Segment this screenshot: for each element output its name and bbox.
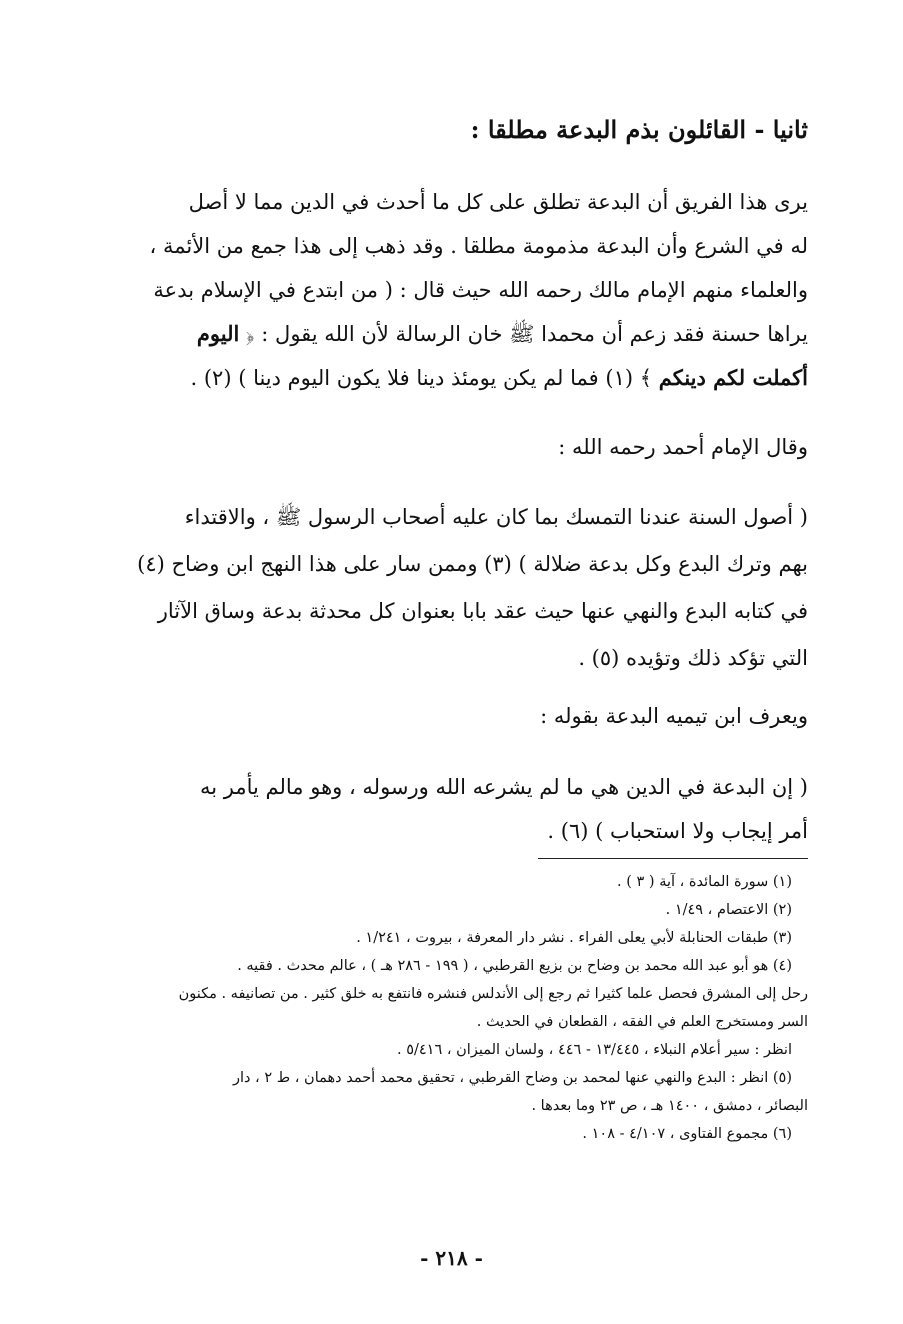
paragraph-line: بهم وترك البدع وكل بدعة ضلالة ) (٣) وممن سار على هذا النهج ابن وضاح (٤) <box>137 552 808 576</box>
footnote-6: (٦) مجموع الفتاوى ، ٤/١٠٧ - ١٠٨ . <box>582 1126 792 1142</box>
paragraph-line: ( أصول السنة عندنا التمسك بما كان عليه أصحاب الرسول ﷺ ، والاقتداء <box>184 505 808 529</box>
paragraph-line: التي تؤكد ذلك وتؤيده (٥) . <box>578 646 808 670</box>
footnote-4-continued: رحل إلى المشرق فحصل علما كثيرا ثم رجع إلى الأندلس فنشره فانتفع به خلق كثير . من تصانيفه . مكنون <box>178 986 808 1002</box>
footnotes <box>104 868 808 1148</box>
footnote-3: (٣) طبقات الحنابلة لأبي يعلى الفراء . نشر دار المعرفة ، بيروت ، ١/٢٤١ . <box>356 930 792 946</box>
paragraph-line: وقال الإمام أحمد رحمه الله : <box>558 435 808 459</box>
paragraph-imam-ahmad-intro <box>104 425 808 469</box>
paragraph-line-text: يراها حسنة فقد زعم أن محمدا ﷺ خان الرسالة لأن الله يقول : ﴿ <box>246 322 808 346</box>
paragraph-line <box>104 312 808 356</box>
paragraph-ibn-taymiyyah-quote <box>104 765 808 853</box>
section-heading: ثانيا - القائلون بذم البدعة مطلقا : <box>470 115 808 144</box>
paragraph-line: أمر إيجاب ولا استحباب ) (٦) . <box>547 819 808 843</box>
quran-quote-part-b: أكملت لكم دينكم <box>658 365 808 390</box>
paragraph-line: في كتابه البدع والنهي عنها حيث عقد بابا بعنوان كل محدثة بدعة وساق الآثار <box>157 599 808 623</box>
footnote-4: (٤) هو أبو عبد الله محمد بن وضاح بن بزيع القرطبي ، ( ١٩٩ - ٢٨٦ هـ ) ، عالم محدث . فقيه . <box>237 958 792 974</box>
paragraph-ibn-taymiyyah-intro <box>104 694 808 738</box>
paragraph-line <box>104 356 808 400</box>
quran-quote-part-a: اليوم <box>196 321 240 346</box>
footnote-5-continued: البصائر ، دمشق ، ١٤٠٠ هـ ، ص ٢٣ وما بعدها . <box>531 1098 808 1114</box>
footnote-separator <box>538 858 808 859</box>
paragraph-line: ويعرف ابن تيميه البدعة بقوله : <box>540 704 808 728</box>
paragraph-line: والعلماء منهم الإمام مالك رحمه الله حيث قال : ( من ابتدع في الإسلام بدعة <box>153 278 808 302</box>
footnote-2: (٢) الاعتصام ، ١/٤٩ . <box>665 902 792 918</box>
paragraph-line: ( إن البدعة في الدين هي ما لم يشرعه الله ورسوله ، وهو مالم يأمر به <box>199 775 808 799</box>
paragraph-line: له في الشرع وأن البدعة مذمومة مطلقا . وقد ذهب إلى هذا جمع من الأئمة ، <box>149 234 808 258</box>
page-number: - ٢١٨ - <box>420 1246 483 1270</box>
paragraph-imam-ahmad-quote <box>104 494 808 682</box>
footnote-4-reference: انظر : سير أعلام النبلاء ، ١٣/٤٤٥ - ٤٤٦ ، ولسان الميزان ، ٥/٤١٦ . <box>397 1042 792 1058</box>
footnote-1: (١) سورة المائدة ، آية ( ٣ ) . <box>617 874 792 890</box>
paragraph-line-text: ﴾ (١) فما لم يكن يومئذ دينا فلا يكون اليوم دينا ) (٢) . <box>190 366 653 390</box>
paragraph-definition <box>104 180 808 400</box>
footnote-4-continued: السر ومستخرج العلم في الفقه ، القطعان في الحديث . <box>476 1014 808 1030</box>
paragraph-line: يرى هذا الفريق أن البدعة تطلق على كل ما أحدث في الدين مما لا أصل <box>188 190 808 214</box>
footnote-5: (٥) انظر : البدع والنهي عنها لمحمد بن وضاح القرطبي ، تحقيق محمد أحمد دهمان ، ط ٢ ، دار <box>232 1070 792 1086</box>
